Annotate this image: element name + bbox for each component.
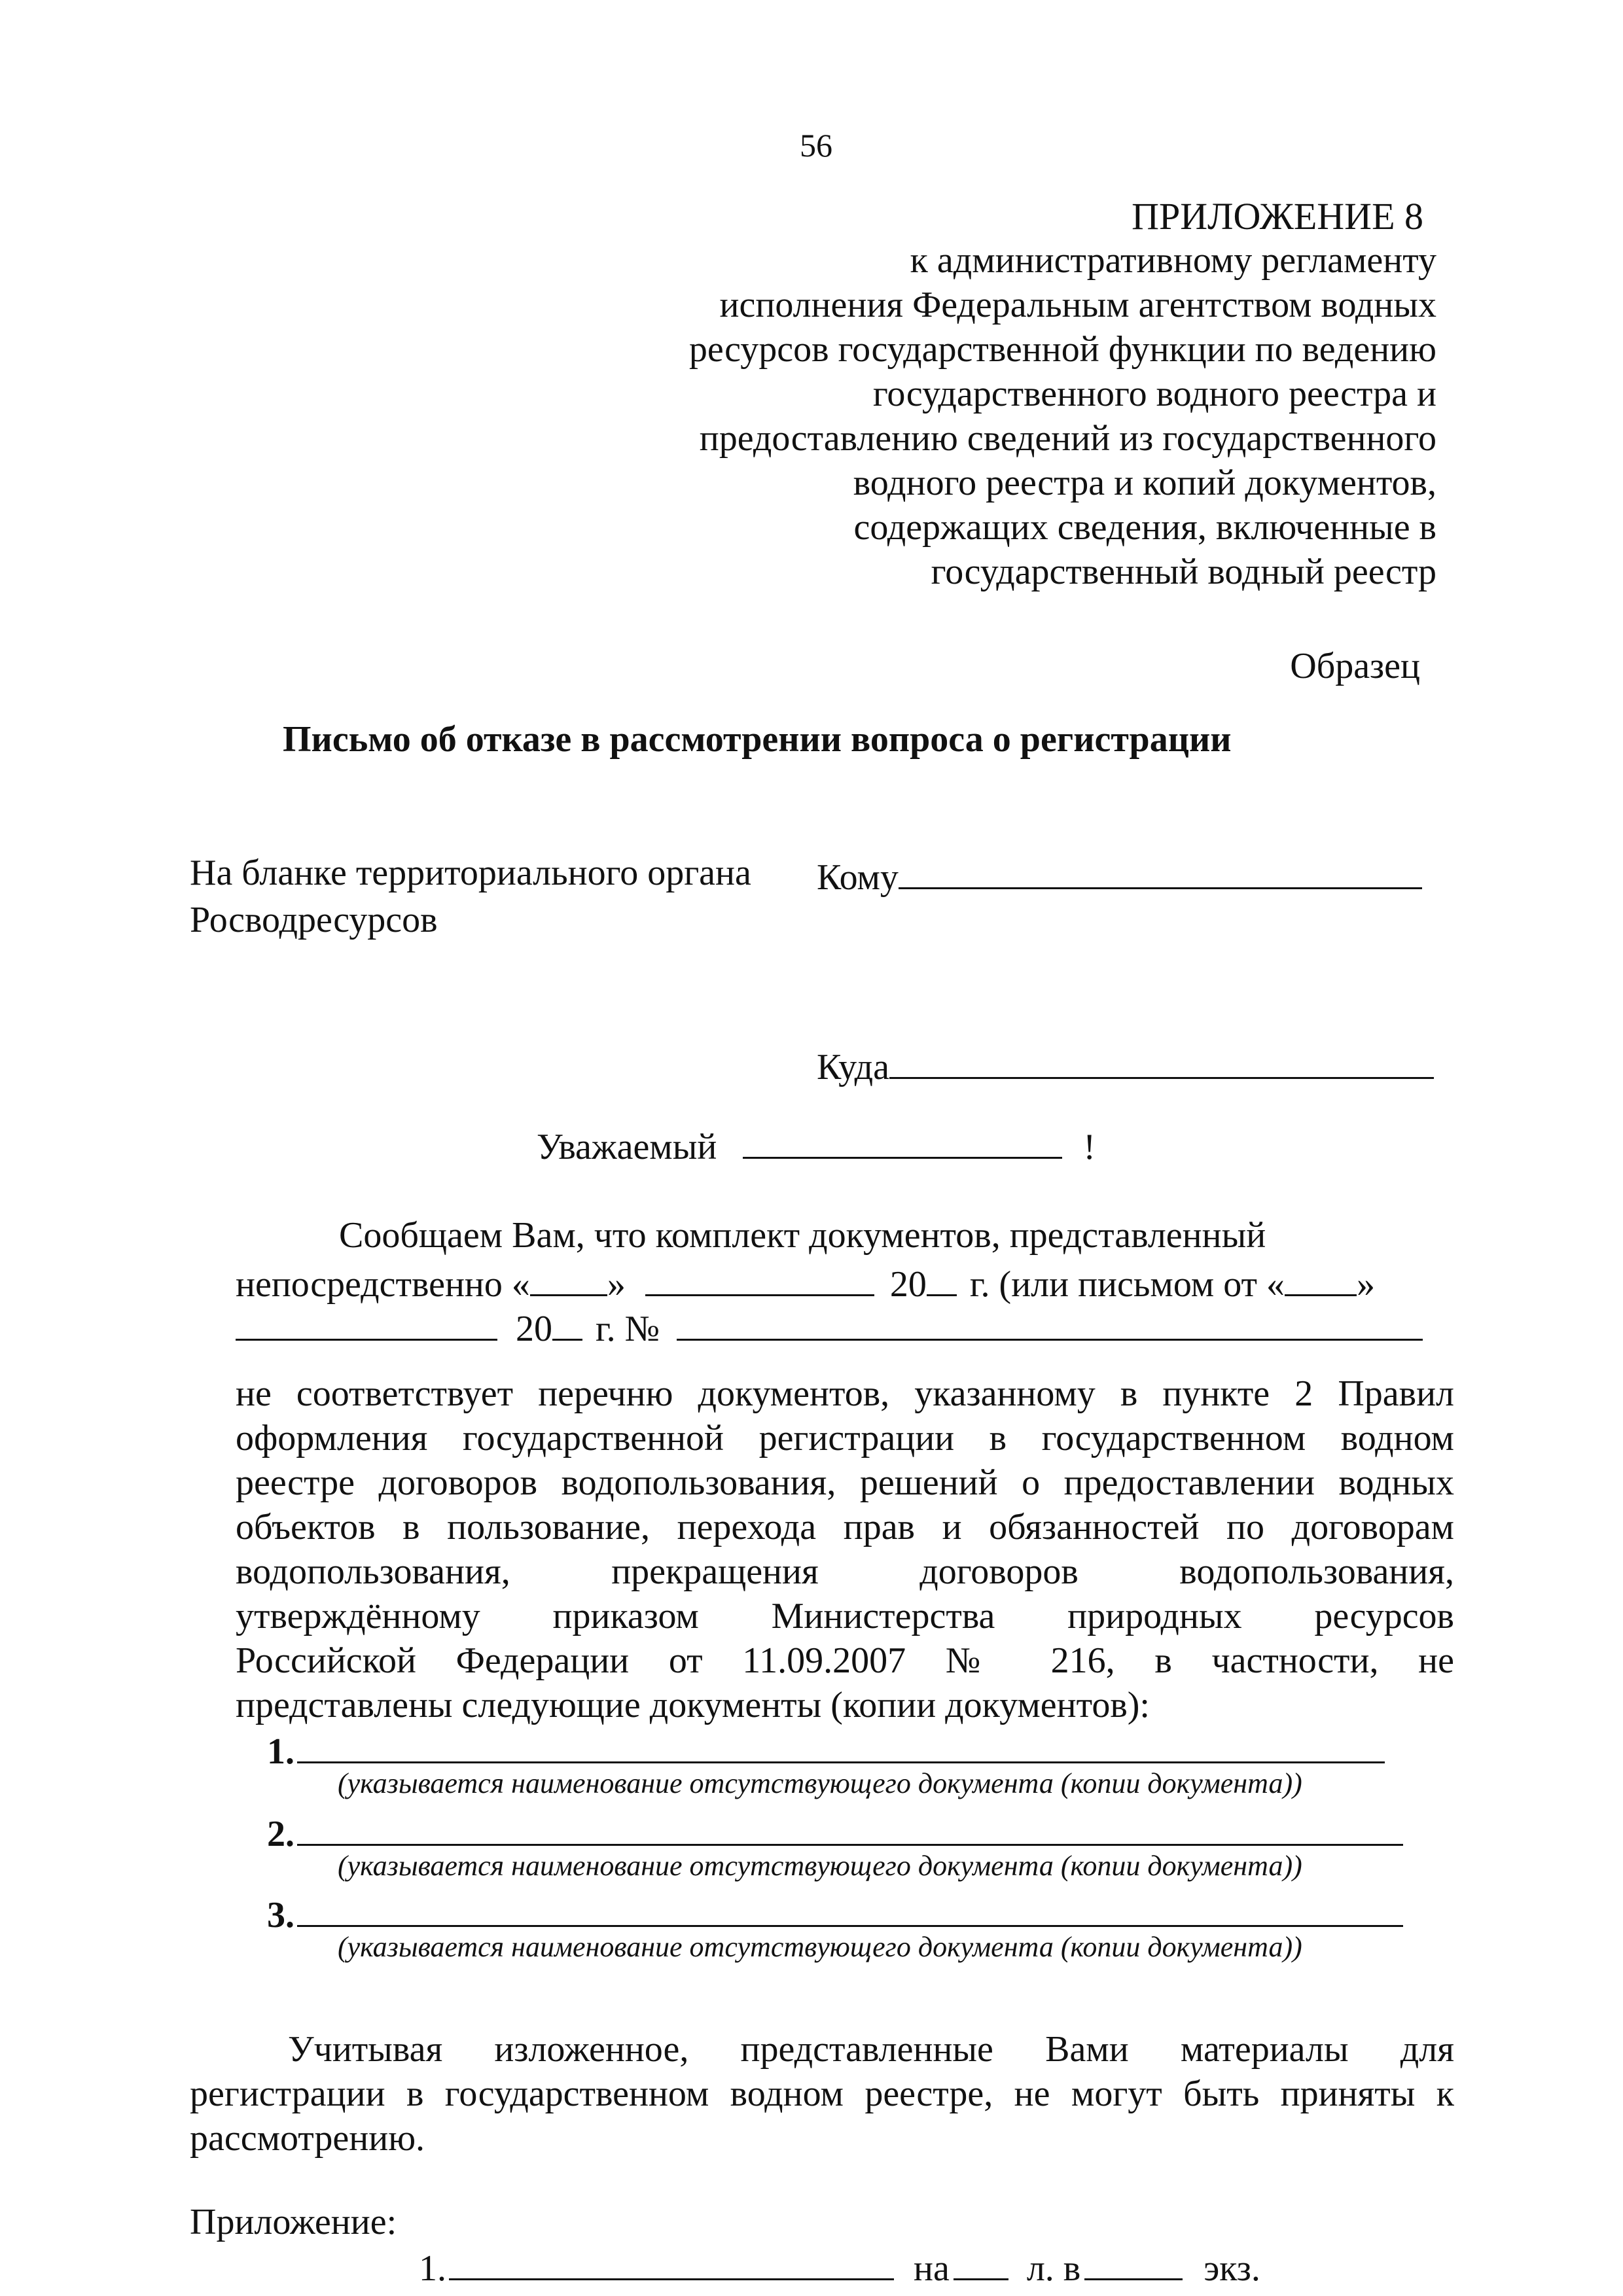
- appendix-title: ПРИЛОЖЕНИЕ 8: [1132, 195, 1423, 238]
- body-p2-line: оформления государственной регистрации в государственном водном: [236, 1418, 1454, 1458]
- body-p2-line: не соответствует перечню документов, указанному в пункте 2 Правил: [236, 1373, 1454, 1414]
- appendix-line: предоставлению сведений из государственного: [699, 418, 1436, 459]
- text: л. в: [1026, 2248, 1081, 2289]
- conclusion-line1: Учитывая изложенное, представленные Вами материалы для: [288, 2029, 1454, 2070]
- body-p2-last: представлены следующие документы (копии документов):: [236, 1685, 1150, 1725]
- item-number: 1.: [267, 1731, 294, 1772]
- page-number: 56: [800, 127, 832, 164]
- month-field[interactable]: [645, 1258, 874, 1296]
- body-p1-line3: [236, 1302, 1423, 1351]
- item-note: (указывается наименование отсутствующего документа (копии документа)): [338, 1931, 1302, 1963]
- appendix-line: к административному регламенту: [910, 240, 1436, 281]
- day-field[interactable]: [530, 1258, 607, 1296]
- appendix-line: государственного водного реестра и: [872, 374, 1436, 414]
- body-p2-line: реестре договоров водопользования, решений о предоставлении водных: [236, 1462, 1454, 1503]
- body-p1-line1: Сообщаем Вам, что комплект документов, представленный: [339, 1215, 1266, 1256]
- to-label: Кому: [817, 857, 899, 898]
- appendix-line: исполнения Федеральным агентством водных: [719, 285, 1436, 325]
- attachment-item: [419, 2242, 1260, 2291]
- item-field[interactable]: [297, 1725, 1385, 1763]
- attachment-copies-field[interactable]: [1084, 2242, 1183, 2280]
- sample-label: Образец: [1290, 646, 1420, 686]
- attachment-name-field[interactable]: [449, 2242, 894, 2280]
- to-field[interactable]: [899, 851, 1422, 889]
- letterhead-line1: На бланке территориального органа: [190, 853, 751, 893]
- body-p2-line: объектов в пользование, перехода прав и обязанностей по договорам: [236, 1507, 1454, 1547]
- item-number: 2.: [267, 1814, 294, 1854]
- recipient-where: [817, 1040, 1434, 1089]
- text: экз.: [1204, 2248, 1260, 2289]
- body-p2-line: утверждённому приказом Министерства природных ресурсов: [236, 1596, 1454, 1636]
- body-p2-line: Российской Федерации от 11.09.2007 № 216, в частности, не: [236, 1640, 1454, 1681]
- letterhead-line2: Росводресурсов: [190, 900, 438, 940]
- greeting-end: !: [1083, 1127, 1096, 1167]
- text: г. №: [596, 1309, 660, 1349]
- greeting: [537, 1120, 1096, 1169]
- letter-day-field[interactable]: [1285, 1258, 1357, 1296]
- item-field[interactable]: [297, 1807, 1403, 1846]
- text: 20: [889, 1264, 927, 1305]
- item-note: (указывается наименование отсутствующего документа (копии документа)): [338, 1767, 1302, 1799]
- body-p1-line2: [236, 1258, 1375, 1307]
- attachment-label: Приложение:: [190, 2202, 397, 2242]
- attachment-number: 1.: [419, 2248, 446, 2289]
- item-number: 3.: [267, 1895, 294, 1935]
- letter-month-field[interactable]: [236, 1302, 497, 1341]
- letter-number-field[interactable]: [677, 1302, 1423, 1341]
- letter-year-field[interactable]: [552, 1302, 582, 1341]
- recipient-to: [817, 851, 1422, 900]
- text: »: [607, 1264, 626, 1305]
- letter-title: Письмо об отказе в рассмотрении вопроса о регистрации: [283, 719, 1232, 760]
- where-field[interactable]: [889, 1040, 1434, 1079]
- appendix-line: водного реестра и копий документов,: [853, 463, 1436, 503]
- text: г. (или письмом от «: [969, 1264, 1285, 1305]
- text: 20: [516, 1309, 552, 1349]
- body-p2-line: водопользования, прекращения договоров водопользования,: [236, 1551, 1454, 1592]
- conclusion-line2: регистрации в государственном водном реестре, не могут быть приняты к: [190, 2074, 1454, 2114]
- year-field[interactable]: [927, 1258, 957, 1296]
- text: непосредственно «: [236, 1264, 530, 1305]
- text: на: [914, 2248, 950, 2289]
- item-note: (указывается наименование отсутствующего документа (копии документа)): [338, 1850, 1302, 1882]
- conclusion-line3: рассмотрению.: [190, 2118, 425, 2159]
- item-field[interactable]: [297, 1888, 1403, 1927]
- attachment-sheets-field[interactable]: [954, 2242, 1008, 2280]
- appendix-line: ресурсов государственной функции по ведению: [688, 329, 1436, 370]
- greeting-label: Уважаемый: [537, 1127, 717, 1167]
- appendix-line: содержащих сведения, включенные в: [853, 507, 1436, 548]
- appendix-line: государственный водный реестр: [931, 552, 1436, 592]
- greeting-name-field[interactable]: [743, 1120, 1062, 1159]
- text: »: [1356, 1264, 1375, 1305]
- where-label: Куда: [817, 1047, 889, 1087]
